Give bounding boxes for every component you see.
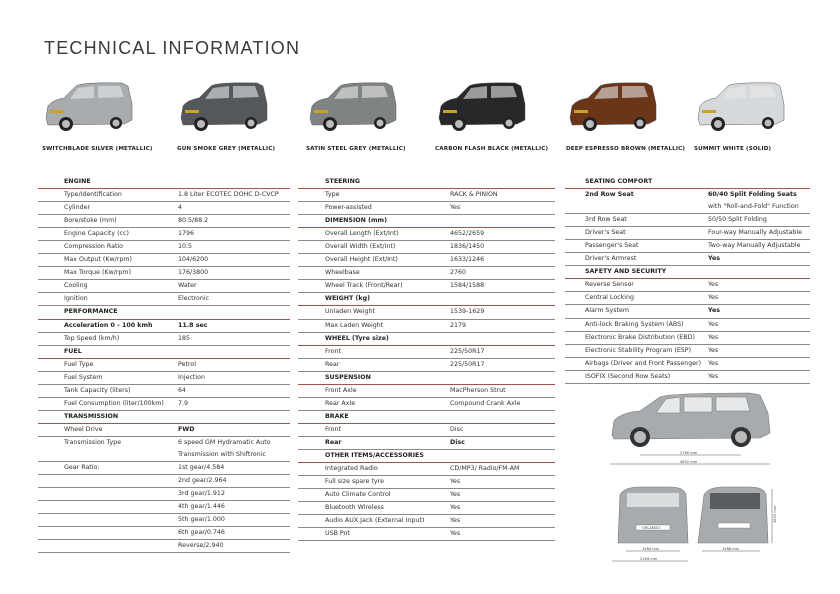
spec-value: Yes: [708, 320, 719, 328]
color-name: GUN SMOKE GREY (METALLIC): [177, 146, 276, 152]
spec-value: Disc: [450, 438, 465, 446]
spec-value: Yes: [450, 504, 461, 512]
spec-value: 225/50R17: [450, 360, 485, 368]
spec-value: 50/50 Split Folding: [708, 216, 767, 224]
spec-label: Integrated Radio: [325, 465, 378, 473]
car-image: [171, 78, 271, 136]
color-option: [171, 78, 301, 152]
spec-label: Fuel System: [64, 373, 103, 381]
spec-value: Yes: [708, 307, 721, 315]
spec-value: 4: [178, 204, 183, 212]
spec-value: 2nd gear/2.964: [178, 477, 227, 485]
spec-row: [565, 214, 810, 227]
section-title: WEIGHT (kg): [325, 295, 370, 303]
spec-row: [565, 345, 810, 358]
color-option: [688, 78, 818, 152]
spec-label: Tank Capacity (liters): [64, 386, 131, 394]
section-title: SAFETY AND SECURITY: [585, 268, 667, 276]
spec-label: Engine Capacity (cc): [64, 230, 129, 238]
spec-row: [298, 359, 555, 372]
spec-value: 1st gear/4.584: [178, 464, 225, 472]
spec-label: Alarm System: [585, 307, 630, 315]
spec-value: Compound Crank Axle: [450, 399, 521, 407]
spec-row: [38, 540, 290, 553]
section-header: [565, 266, 810, 279]
section-title: TRANSMISSION: [64, 412, 119, 420]
spec-value: Yes: [708, 333, 719, 341]
spec-label: Max Output (Kw/rpm): [64, 256, 132, 264]
section-header: [38, 306, 290, 319]
spec-row: [38, 333, 290, 346]
spec-value: Yes: [708, 255, 721, 263]
section-title: DIMENSION (mm): [325, 217, 387, 225]
spec-label: 3rd Row Seat: [585, 216, 627, 224]
spec-label: Cylinder: [64, 204, 91, 212]
spec-row: [565, 305, 810, 318]
spec-row: [38, 437, 290, 449]
spec-label: Overall Length (Ext/Int): [325, 230, 399, 238]
spec-row: [298, 528, 555, 541]
spec-value: 6 speed GM Hydramatic Auto: [178, 438, 271, 446]
spec-label: Auto Climate Control: [325, 491, 391, 499]
spec-value: 225/50R17: [450, 347, 485, 355]
color-option: [36, 78, 166, 152]
car-image: [36, 78, 136, 136]
spec-value: Yes: [450, 204, 461, 212]
spec-label: Cooling: [64, 282, 88, 290]
spec-row: [298, 280, 555, 293]
spec-label: USB Pot: [325, 530, 350, 538]
section-title: FUEL: [64, 347, 82, 355]
spec-value: Yes: [450, 491, 461, 499]
spec-row: [298, 398, 555, 411]
spec-label: Ignition: [64, 295, 88, 303]
spec-label: Electronic Stability Program (ESP): [585, 346, 692, 354]
color-name: SWITCHBLADE SILVER (METALLIC): [42, 146, 153, 152]
section-title: WHEEL (Tyre size): [325, 334, 389, 342]
spec-value: CD/MP3/ Radio/FM-AM: [450, 465, 520, 473]
car-rear-view: [698, 487, 768, 543]
spec-row: [38, 254, 290, 267]
spec-value: 1539-1629: [450, 308, 485, 316]
spec-value: 6th gear/0.746: [178, 529, 225, 537]
spec-value: Disc: [450, 425, 464, 433]
spec-value: Yes: [708, 372, 719, 380]
spec-row: [298, 228, 555, 241]
spec-row: [298, 202, 555, 215]
spec-label: Gear Ratio:: [64, 464, 100, 472]
color-name: SATIN STEEL GREY (METALLIC): [306, 146, 406, 152]
spec-value: 176/3800: [178, 269, 209, 277]
front-plate: ORLANDO: [642, 526, 661, 530]
spec-label: Passenger's Seat: [585, 242, 639, 250]
spec-label: Max Laden Weight: [325, 321, 384, 329]
spec-row: [38, 280, 290, 293]
car-side-view: [612, 393, 770, 447]
spec-row: [38, 475, 290, 488]
spec-column-3: [565, 176, 810, 384]
spec-label: Overall Width (Ext/Int): [325, 243, 396, 251]
spec-row: [298, 502, 555, 515]
spec-row: [565, 332, 810, 345]
spec-row: [38, 293, 290, 306]
length-label: 4652 mm: [680, 460, 698, 464]
spec-value: Yes: [708, 281, 719, 289]
spec-row: [565, 227, 810, 240]
spec-row: [298, 241, 555, 254]
car-image: [688, 78, 788, 136]
spec-value: Reverse/2.940: [178, 542, 224, 550]
spec-label: Rear: [325, 360, 340, 368]
spec-value: Yes: [450, 478, 461, 486]
spec-label: 2nd Row Seat: [585, 191, 634, 199]
spec-label: Front: [325, 347, 341, 355]
spec-value: Petrol: [178, 360, 196, 368]
spec-value: Yes: [708, 359, 719, 367]
spec-label: Driver's Armrest: [585, 255, 637, 263]
spec-row: [298, 346, 555, 359]
spec-label: Acceleration 0 - 100 kmh: [64, 321, 153, 329]
spec-value: 2760: [450, 269, 467, 277]
spec-value: 1633/1246: [450, 256, 485, 264]
spec-row: [298, 189, 555, 202]
spec-row: [565, 201, 810, 214]
spec-row: [565, 358, 810, 371]
spec-row: [565, 371, 810, 384]
spec-row: [298, 476, 555, 489]
rear-track-label: 1588 mm: [722, 547, 740, 551]
spec-value: Yes: [708, 346, 719, 354]
page-title: TECHNICAL INFORMATION: [44, 38, 301, 58]
spec-label: ISOFIX (Second Row Seats): [585, 372, 671, 380]
spec-value: 104/6200: [178, 256, 209, 264]
spec-row: [38, 501, 290, 514]
spec-row: [298, 424, 555, 437]
spec-row: [565, 189, 810, 201]
dimension-diagram: [600, 383, 800, 578]
spec-label: Driver's Seat: [585, 229, 626, 237]
spec-row: [38, 241, 290, 254]
spec-value: Water: [178, 282, 197, 290]
section-title: BRAKE: [325, 412, 349, 420]
spec-value: 1584/1588: [450, 282, 485, 290]
color-name: DEEP ESPRESSO BROWN (METALLIC): [566, 146, 686, 152]
spec-value: RACK & PINION: [450, 191, 498, 199]
spec-value: 1836/1450: [450, 243, 485, 251]
spec-value: Electronic: [178, 295, 210, 303]
section-header: [298, 176, 555, 189]
section-header: [565, 176, 810, 189]
color-name: CARBON FLASH BLACK (METALLIC): [435, 146, 549, 152]
spec-row: [298, 463, 555, 476]
section-header: [38, 176, 290, 189]
spec-label: Top Speed (km/h): [64, 334, 120, 342]
spec-row: [298, 437, 555, 450]
spec-row: [38, 385, 290, 398]
spec-value: 4652/2659: [450, 230, 485, 238]
spec-row: [38, 449, 290, 462]
spec-value: Yes: [708, 294, 719, 302]
spec-value: 80.5/88.2: [178, 217, 209, 225]
spec-label: Reverse Sensor: [585, 281, 634, 289]
spec-label: Front Axle: [325, 386, 357, 394]
color-option: [429, 78, 559, 152]
spec-value: 4th gear/1.446: [178, 503, 225, 511]
car-image: [429, 78, 529, 136]
spec-row: [298, 320, 555, 333]
section-header: [298, 215, 555, 228]
spec-row: [38, 462, 290, 475]
spec-value: 1.8 Liter ECOTEC DOHC D-CVCP: [178, 191, 279, 199]
spec-value: 10.5: [178, 243, 193, 251]
spec-value: 1796: [178, 230, 195, 238]
color-option: [300, 78, 430, 152]
car-front-view: [618, 487, 688, 543]
height-label: 1633 mm: [773, 505, 777, 523]
spec-row: [565, 319, 810, 332]
spec-label: Audio AUX Jack (External Input): [325, 517, 425, 525]
spec-label: Rear: [325, 438, 342, 446]
section-header: [298, 333, 555, 346]
spec-row: [38, 215, 290, 228]
spec-row: [565, 279, 810, 292]
section-title: STEERING: [325, 178, 361, 185]
spec-label: Max Torque (Kw/rpm): [64, 269, 132, 277]
spec-label: Central Locking: [585, 294, 635, 302]
spec-value: 60/40 Split Folding Seats: [708, 191, 797, 199]
section-title: ENGINE: [64, 178, 91, 185]
spec-row: [38, 398, 290, 411]
car-image: [300, 78, 400, 136]
spec-row: [38, 527, 290, 540]
spec-label: Front: [325, 425, 341, 433]
spec-row: [298, 515, 555, 528]
spec-label: Wheel Track (Front/Rear): [325, 282, 403, 290]
spec-column-1: [38, 176, 290, 553]
spec-value: Injection: [178, 373, 205, 381]
spec-label: Type/Identification: [64, 191, 122, 199]
spec-label: Bore/stoke (mm): [64, 217, 117, 225]
spec-label: Bluetooth Wireless: [325, 504, 384, 512]
spec-row: [38, 228, 290, 241]
spec-row: [565, 253, 810, 266]
section-header: [298, 293, 555, 306]
spec-value: FWD: [178, 425, 195, 433]
spec-value: 64: [178, 386, 187, 394]
car-image: [560, 78, 660, 136]
spec-label: Rear Axle: [325, 399, 356, 407]
spec-label: Electronic Brake Distribution (EBD): [585, 333, 695, 341]
section-title: SEATING COMFORT: [585, 178, 653, 185]
spec-label: Type: [325, 191, 340, 199]
spec-row: [38, 488, 290, 501]
spec-value: MacPherson Strut: [450, 386, 506, 394]
section-header: [38, 346, 290, 359]
section-title: PERFORMANCE: [64, 308, 118, 316]
section-title: SUSPENSION: [325, 373, 371, 381]
spec-value: Four-way Manually Adjustable: [708, 229, 802, 237]
spec-row: [38, 372, 290, 385]
spec-row: [565, 292, 810, 305]
spec-row: [298, 489, 555, 502]
spec-row: [38, 189, 290, 202]
spec-row: [298, 385, 555, 398]
spec-label: Fuel Consumption (liter/100km): [64, 399, 164, 407]
wheelbase-label: 2760 mm: [680, 451, 698, 455]
spec-value: 185: [178, 334, 191, 342]
spec-value: 7.9: [178, 399, 189, 407]
spec-label: Overall Height (Ext/Int): [325, 256, 398, 264]
spec-label: Fuel Type: [64, 360, 94, 368]
spec-value: 11.8 sec: [178, 321, 208, 329]
color-options: [36, 78, 826, 168]
section-header: [298, 411, 555, 424]
spec-value: with "Roll-and-Fold" Function: [708, 203, 799, 211]
section-header: [38, 411, 290, 424]
spec-label: Unladen Weight: [325, 308, 376, 316]
spec-label: Wheel Drive: [64, 425, 103, 433]
color-option: [560, 78, 690, 152]
spec-label: Full size spare tyre: [325, 478, 384, 486]
spec-value: Yes: [450, 517, 461, 525]
spec-value: 2179: [450, 321, 467, 329]
spec-row: [38, 267, 290, 280]
spec-row: [38, 320, 290, 333]
section-header: [298, 450, 555, 463]
front-track-label: 1584 mm: [642, 547, 660, 551]
spec-value: 5th gear/1.000: [178, 516, 225, 524]
spec-label: Transmission Type: [64, 438, 122, 446]
section-header: [298, 372, 555, 385]
spec-row: [38, 424, 290, 437]
spec-row: [298, 254, 555, 267]
spec-row: [38, 359, 290, 372]
spec-value: Transmission with Shiftronic: [178, 450, 266, 458]
spec-value: Yes: [450, 530, 461, 538]
color-name: SUMMIT WHITE (SOLID): [694, 146, 772, 152]
spec-label: Wheelbase: [325, 269, 360, 277]
spec-row: [298, 267, 555, 280]
spec-label: Airbags (Driver and Front Passenger): [585, 359, 702, 367]
spec-label: Anti-lock Braking System (ABS): [585, 320, 684, 328]
spec-row: [298, 306, 555, 319]
spec-column-2: [298, 176, 555, 541]
spec-row: [38, 202, 290, 215]
section-title: OTHER ITEMS/ACCESSORIES: [325, 451, 424, 459]
spec-row: [565, 240, 810, 253]
spec-value: Two-way Manually Adjustable: [708, 242, 801, 250]
spec-label: Compression Ratio: [64, 243, 124, 251]
width-label: 2164 mm: [640, 557, 658, 561]
spec-value: 3rd gear/1.912: [178, 490, 225, 498]
spec-row: [38, 514, 290, 527]
spec-label: Power-assisted: [325, 204, 372, 212]
